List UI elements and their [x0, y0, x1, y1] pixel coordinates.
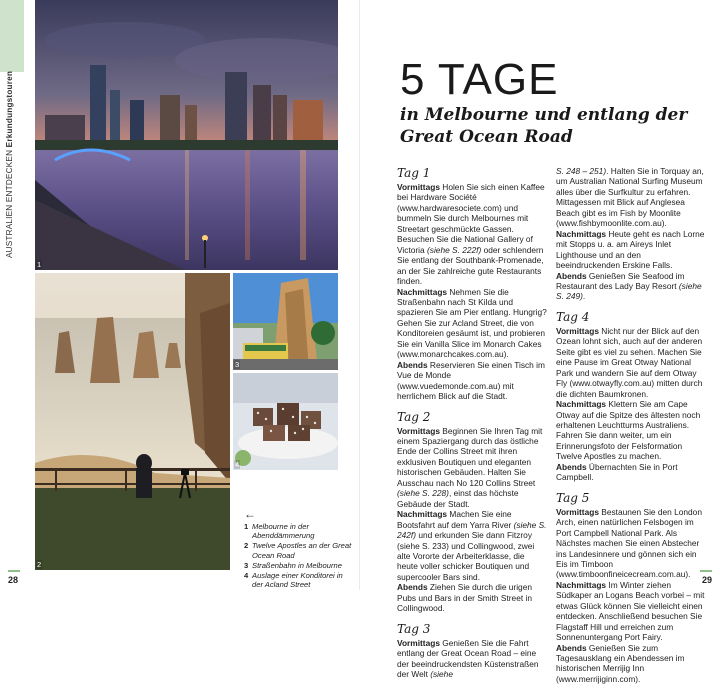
- day-section: [397, 166, 547, 402]
- caption-item: 4 Auslage einer Konditorei in der Acland Street: [244, 571, 343, 590]
- page-number-left: 28: [8, 575, 19, 585]
- caption-item: 2 Twelve Apostles an der Great Ocean Road: [244, 541, 352, 560]
- day-title: Tag 5: [556, 490, 590, 505]
- text-column-1: [397, 166, 547, 687]
- photo-number-2: 2: [37, 560, 42, 569]
- day-text: Vormittags Holen Sie sich einen Kaffee bei Hardware Société (www.hardwaresociete.com) und bummeln Sie durch Melbournes mit Streetart geschmückte Gassen. Besuchen Sie die National Gallery of Victoria (siehe S. 222f) oder schlendern Sie entlang der Southbank-Promenade, an der Sie zahlreiche gute Restaurants finden. Nachmittags Nehmen Sie die Straßenbahn nach St Kilda und spazieren Sie am Pier entlang. Hungrig? Gehen Sie zur Acland Street, die von Konditoreien gesäumt ist, und probieren Sie ein Vanilla Slice im Monarch Cakes (www.monarchcakes.com.au). Abends Reservieren Sie einen Tisch im Vue de Monde (www.vuedemonde.com.au) mit herrlichem Blick auf die Stadt.: [397, 182, 547, 402]
- day-section: [556, 310, 706, 483]
- photo-cake-shop: [233, 373, 338, 470]
- time-label: Vormittags: [556, 506, 599, 517]
- time-label: Nachmittags: [397, 509, 448, 520]
- day-text: Vormittags Genießen Sie die Fahrt entlang der Great Ocean Road – eine der beeindruckendsten Küstenstraßen der Welt (siehe: [397, 637, 539, 680]
- time-label: Vormittags: [397, 637, 440, 648]
- page-reference: (siehe S. 242f): [397, 519, 547, 541]
- day-title: Tag 3: [397, 621, 431, 636]
- time-label: Abends: [397, 582, 428, 593]
- time-label: Vormittags: [397, 425, 440, 436]
- day-title: Tag 4: [556, 309, 590, 324]
- page-marker-left: [8, 570, 20, 572]
- page-reference: (siehe S. 222f): [427, 244, 482, 255]
- time-label: Abends: [397, 359, 428, 370]
- caption-arrow-icon: ←: [244, 507, 256, 521]
- page-reference: (siehe S. 249): [556, 280, 702, 302]
- day-text: Vormittags Beginnen Sie Ihren Tag mit einem Spaziergang durch das östliche Ende der Collins Street mit ihren exklusiven Boutiquen und eleganten historischen Gebäuden. Halten Sie Ausschau nach No 120 Collins Street (siehe S. 228), einst das höchste Gebäude der Stadt. Nachmittags Machen Sie eine Bootsfahrt auf dem Yarra River (siehe S. 242f) und erkunden Sie dann Fitzroy (siehe S. 233) und Collingwood, zwei alte Vororte der Arbeiterklasse, die heute voller schicker Boutiquen und supercooler Bars sind. Abends Ziehen Sie durch die urigen Pubs und Bars in der Smith Street in Collingwood.: [397, 425, 547, 614]
- day-title: Tag 1: [397, 166, 431, 180]
- right-page: [360, 0, 720, 684]
- page-marker-right: [700, 570, 712, 572]
- text-column-2: [556, 166, 706, 692]
- day-section: [397, 622, 547, 680]
- time-label: Nachmittags: [556, 399, 607, 410]
- photo-number-3: 3: [235, 360, 240, 369]
- day-text: Vormittags Bestaunen Sie den London Arch, einen natürlichen Felsbogen im Port Campbell National Park. Als Nächstes machen Sie einen Abstecher ins Landesinnere und gönnen sich ein Eis im Timboon (www.timboonfineicecream.com.au). Nachmittags Im Winter ziehen Südkaper an Logans Beach vorbei – mit etwas Glück können Sie vielleicht einen entdecken. Anschließend besuchen Sie Flagstaff Hill und erreichen zum Sonnenuntergang Port Fairy. Abends Genießen Sie zum Tagesausklang ein Abendessen im historischen Merrijig Inn (www.merrijiginn.com).: [556, 506, 705, 684]
- time-label: Nachmittags: [397, 286, 448, 297]
- day-text: Vormittags Nicht nur der Blick auf den Ozean lohnt sich, auch auf der anderen Seite gibt es viel zu sehen. Machen Sie eine Pause im Great Otway National Park und wandern Sie auf dem Otway Fly (www.otwayfly.com.au) mitten durch die dichten Baumkronen. Nachmittags Klettern Sie am Cape Otway auf die Spitze des ältesten noch erhaltenen Leuchtturms Australiens. Fahren Sie dann weiter, um ein Erinnerungsfoto der Felsformation Twelve Apostles zu machen. Abends Übernachten Sie in Port Campbell.: [556, 325, 703, 483]
- day-section: [556, 166, 706, 302]
- photo-melbourne-dusk: [35, 0, 338, 270]
- page-number-right: 29: [701, 575, 712, 585]
- photo-number-1: 1: [37, 260, 42, 269]
- photo-captions: [244, 522, 354, 590]
- day-section: [397, 410, 547, 614]
- time-label: Vormittags: [397, 182, 440, 192]
- photo-tram: [233, 273, 338, 370]
- subsection-label: Erkundungstouren: [5, 70, 14, 148]
- page-reference: (siehe: [430, 669, 453, 680]
- left-page: AUSTRALIEN ENTDECKEN Erkundungstouren 1 2 3 4 ← 1 Melbourne in der Abenddämmerung 2 Twelve Apostles an der Great Ocean Road 3 Straßenbahn in Melbourne 4 Auslage einer Konditorei in der Acland Street 28: [0, 0, 360, 590]
- time-label: Nachmittags: [556, 228, 607, 239]
- page-reference: (siehe S. 228): [397, 488, 449, 499]
- time-label: Abends: [556, 642, 587, 653]
- day-title: Tag 2: [397, 409, 431, 424]
- caption-item: 3 Straßenbahn in Melbourne: [244, 560, 342, 570]
- photo-twelve-apostles: [35, 273, 230, 570]
- caption-item: 1 Melbourne in der Abenddämmerung: [244, 522, 315, 541]
- section-tab: [0, 0, 24, 72]
- time-label: Vormittags: [556, 325, 599, 336]
- time-label: Nachmittags: [556, 579, 607, 590]
- time-label: Abends: [556, 461, 587, 472]
- time-label: Abends: [556, 270, 587, 281]
- day-text: S. 248 – 251). Halten Sie in Torquay an, um Australian National Surfing Museum alles über die Surfkultur zu erfahren. Mittagessen mit Blick auf Anglesea Beach gibt es im Fish by Moonlite (www.fishbymoonlite.com.au). Nachmittags Heute geht es nach Lorne mit Stopps u. a. am Aireys Inlet Lighthouse und an den beeindruckenden Erskine Falls. Abends Genießen Sie Seafood im Restaurant des Lady Bay Resort (siehe S. 249).: [556, 166, 705, 302]
- page-title: 5 TAGE: [400, 55, 559, 104]
- page-subtitle: in Melbourne und entlang der Great Ocean Road: [400, 105, 688, 147]
- photo-number-4: 4: [235, 460, 240, 469]
- page-reference: S. 248 – 251): [556, 166, 607, 176]
- day-section: [556, 491, 706, 685]
